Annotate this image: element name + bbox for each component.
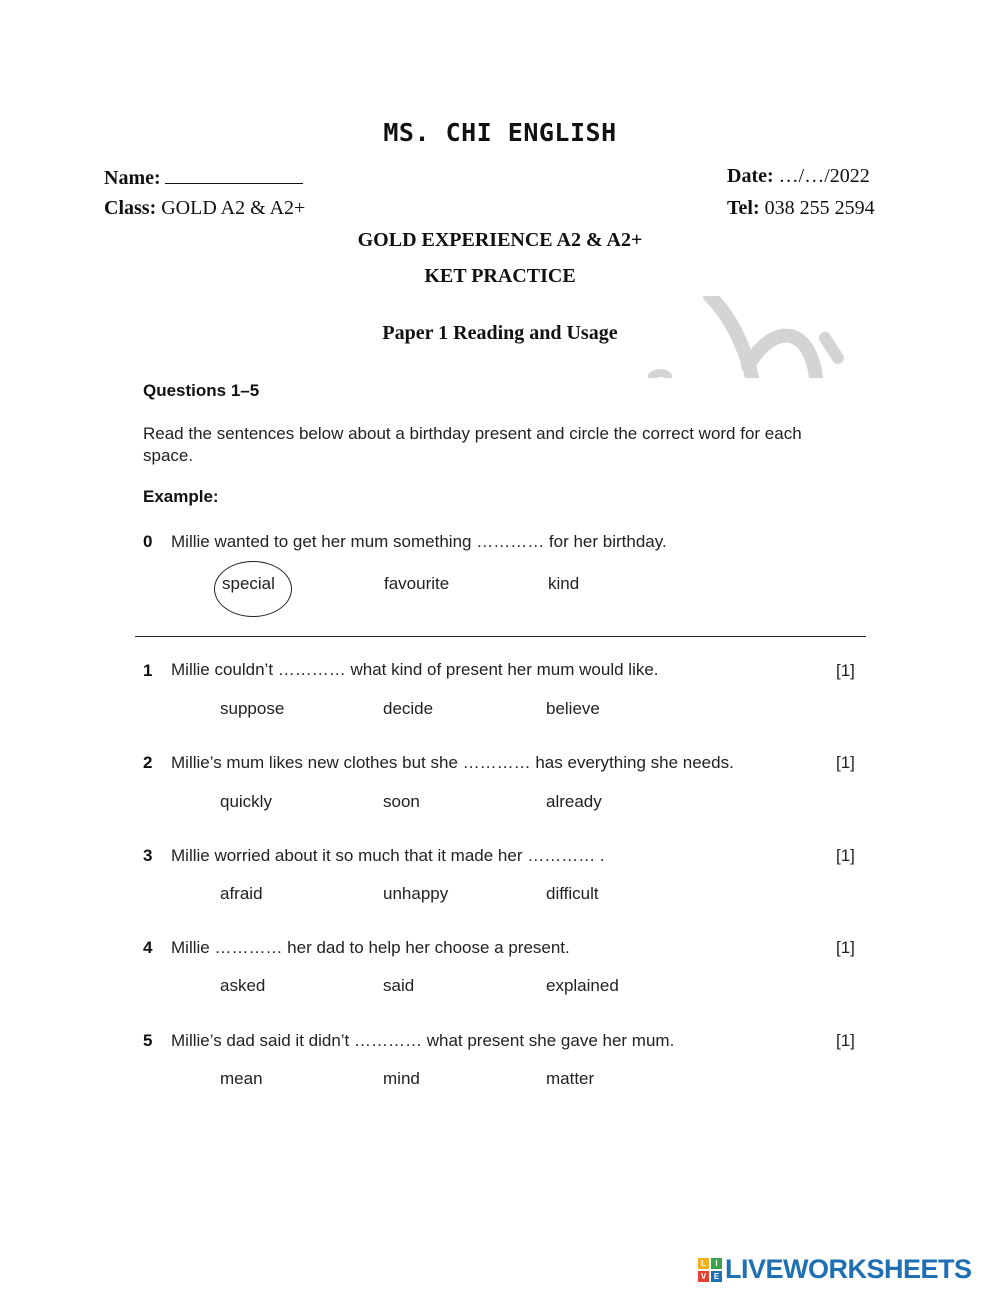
- class-field: [104, 197, 305, 220]
- question-number: 4: [143, 938, 153, 957]
- question-mark: [1]: [836, 846, 855, 865]
- section-divider: [135, 636, 866, 637]
- date-value: …/…/2022: [778, 165, 870, 187]
- logo-blocks-icon: L I V E: [698, 1258, 722, 1282]
- example-option[interactable]: kind: [548, 574, 580, 593]
- name-field: [104, 165, 303, 190]
- question-text: Millie worried about it so much that it made her ………… .: [171, 846, 605, 865]
- answer-option[interactable]: believe: [546, 699, 600, 718]
- instructions-text: Read the sentences below about a birthday present and circle the correct word for each space.: [143, 424, 802, 465]
- example-text: Millie wanted to get her mum something ………… for her birthday.: [171, 532, 667, 551]
- question-number: 5: [143, 1031, 153, 1050]
- class-value: GOLD A2 & A2+: [161, 197, 306, 219]
- answer-option[interactable]: difficult: [546, 884, 599, 903]
- question-mark: [1]: [836, 753, 855, 772]
- question-mark: [1]: [836, 938, 855, 957]
- paper-heading: Paper 1 Reading and Usage: [382, 322, 618, 344]
- answer-option[interactable]: mean: [220, 1069, 263, 1088]
- example-number: 0: [143, 532, 153, 551]
- answer-option[interactable]: afraid: [220, 884, 263, 903]
- question-number: 3: [143, 846, 153, 865]
- name-blank-line[interactable]: [165, 165, 303, 184]
- answer-option[interactable]: said: [383, 976, 415, 995]
- date-field: [727, 165, 870, 188]
- name-label: Name:: [104, 167, 161, 189]
- watermark-script-graphic: [640, 296, 850, 378]
- question-mark: [1]: [836, 661, 855, 680]
- liveworksheets-logo: [698, 1254, 972, 1285]
- answer-option[interactable]: asked: [220, 976, 266, 995]
- page-title: MS. CHI ENGLISH: [383, 118, 617, 147]
- class-label: Class:: [104, 197, 157, 219]
- questions-heading: Questions 1–5: [143, 381, 260, 400]
- example-label: Example:: [143, 487, 219, 506]
- question-text: Millie couldn’t ………… what kind of present her mum would like.: [171, 660, 659, 679]
- course-heading: GOLD EXPERIENCE A2 & A2+: [357, 229, 643, 251]
- answer-option[interactable]: unhappy: [383, 884, 449, 903]
- question-text: Millie’s dad said it didn’t ………… what present she gave her mum.: [171, 1031, 675, 1050]
- practice-heading: KET PRACTICE: [424, 265, 576, 287]
- answer-option[interactable]: already: [546, 792, 602, 811]
- tel-label: Tel:: [727, 197, 760, 219]
- example-option[interactable]: favourite: [384, 574, 450, 593]
- answer-option[interactable]: matter: [546, 1069, 595, 1088]
- answer-option[interactable]: soon: [383, 792, 420, 811]
- question-mark: [1]: [836, 1031, 855, 1050]
- answer-option[interactable]: decide: [383, 699, 434, 718]
- answer-option[interactable]: mind: [383, 1069, 420, 1088]
- question-text: Millie’s mum likes new clothes but she ………… has everything she needs.: [171, 753, 734, 772]
- answer-option[interactable]: quickly: [220, 792, 272, 811]
- question-number: 2: [143, 753, 153, 772]
- question-number: 1: [143, 661, 153, 680]
- date-label: Date:: [727, 165, 774, 187]
- logo-text: LIVEWORKSHEETS: [725, 1254, 972, 1284]
- answer-option[interactable]: suppose: [220, 699, 285, 718]
- answer-option[interactable]: explained: [546, 976, 619, 995]
- question-text: Millie ………… her dad to help her choose a present.: [171, 938, 570, 957]
- example-option[interactable]: special: [222, 574, 275, 593]
- tel-value: 038 255 2594: [764, 197, 875, 219]
- tel-field: [727, 197, 875, 220]
